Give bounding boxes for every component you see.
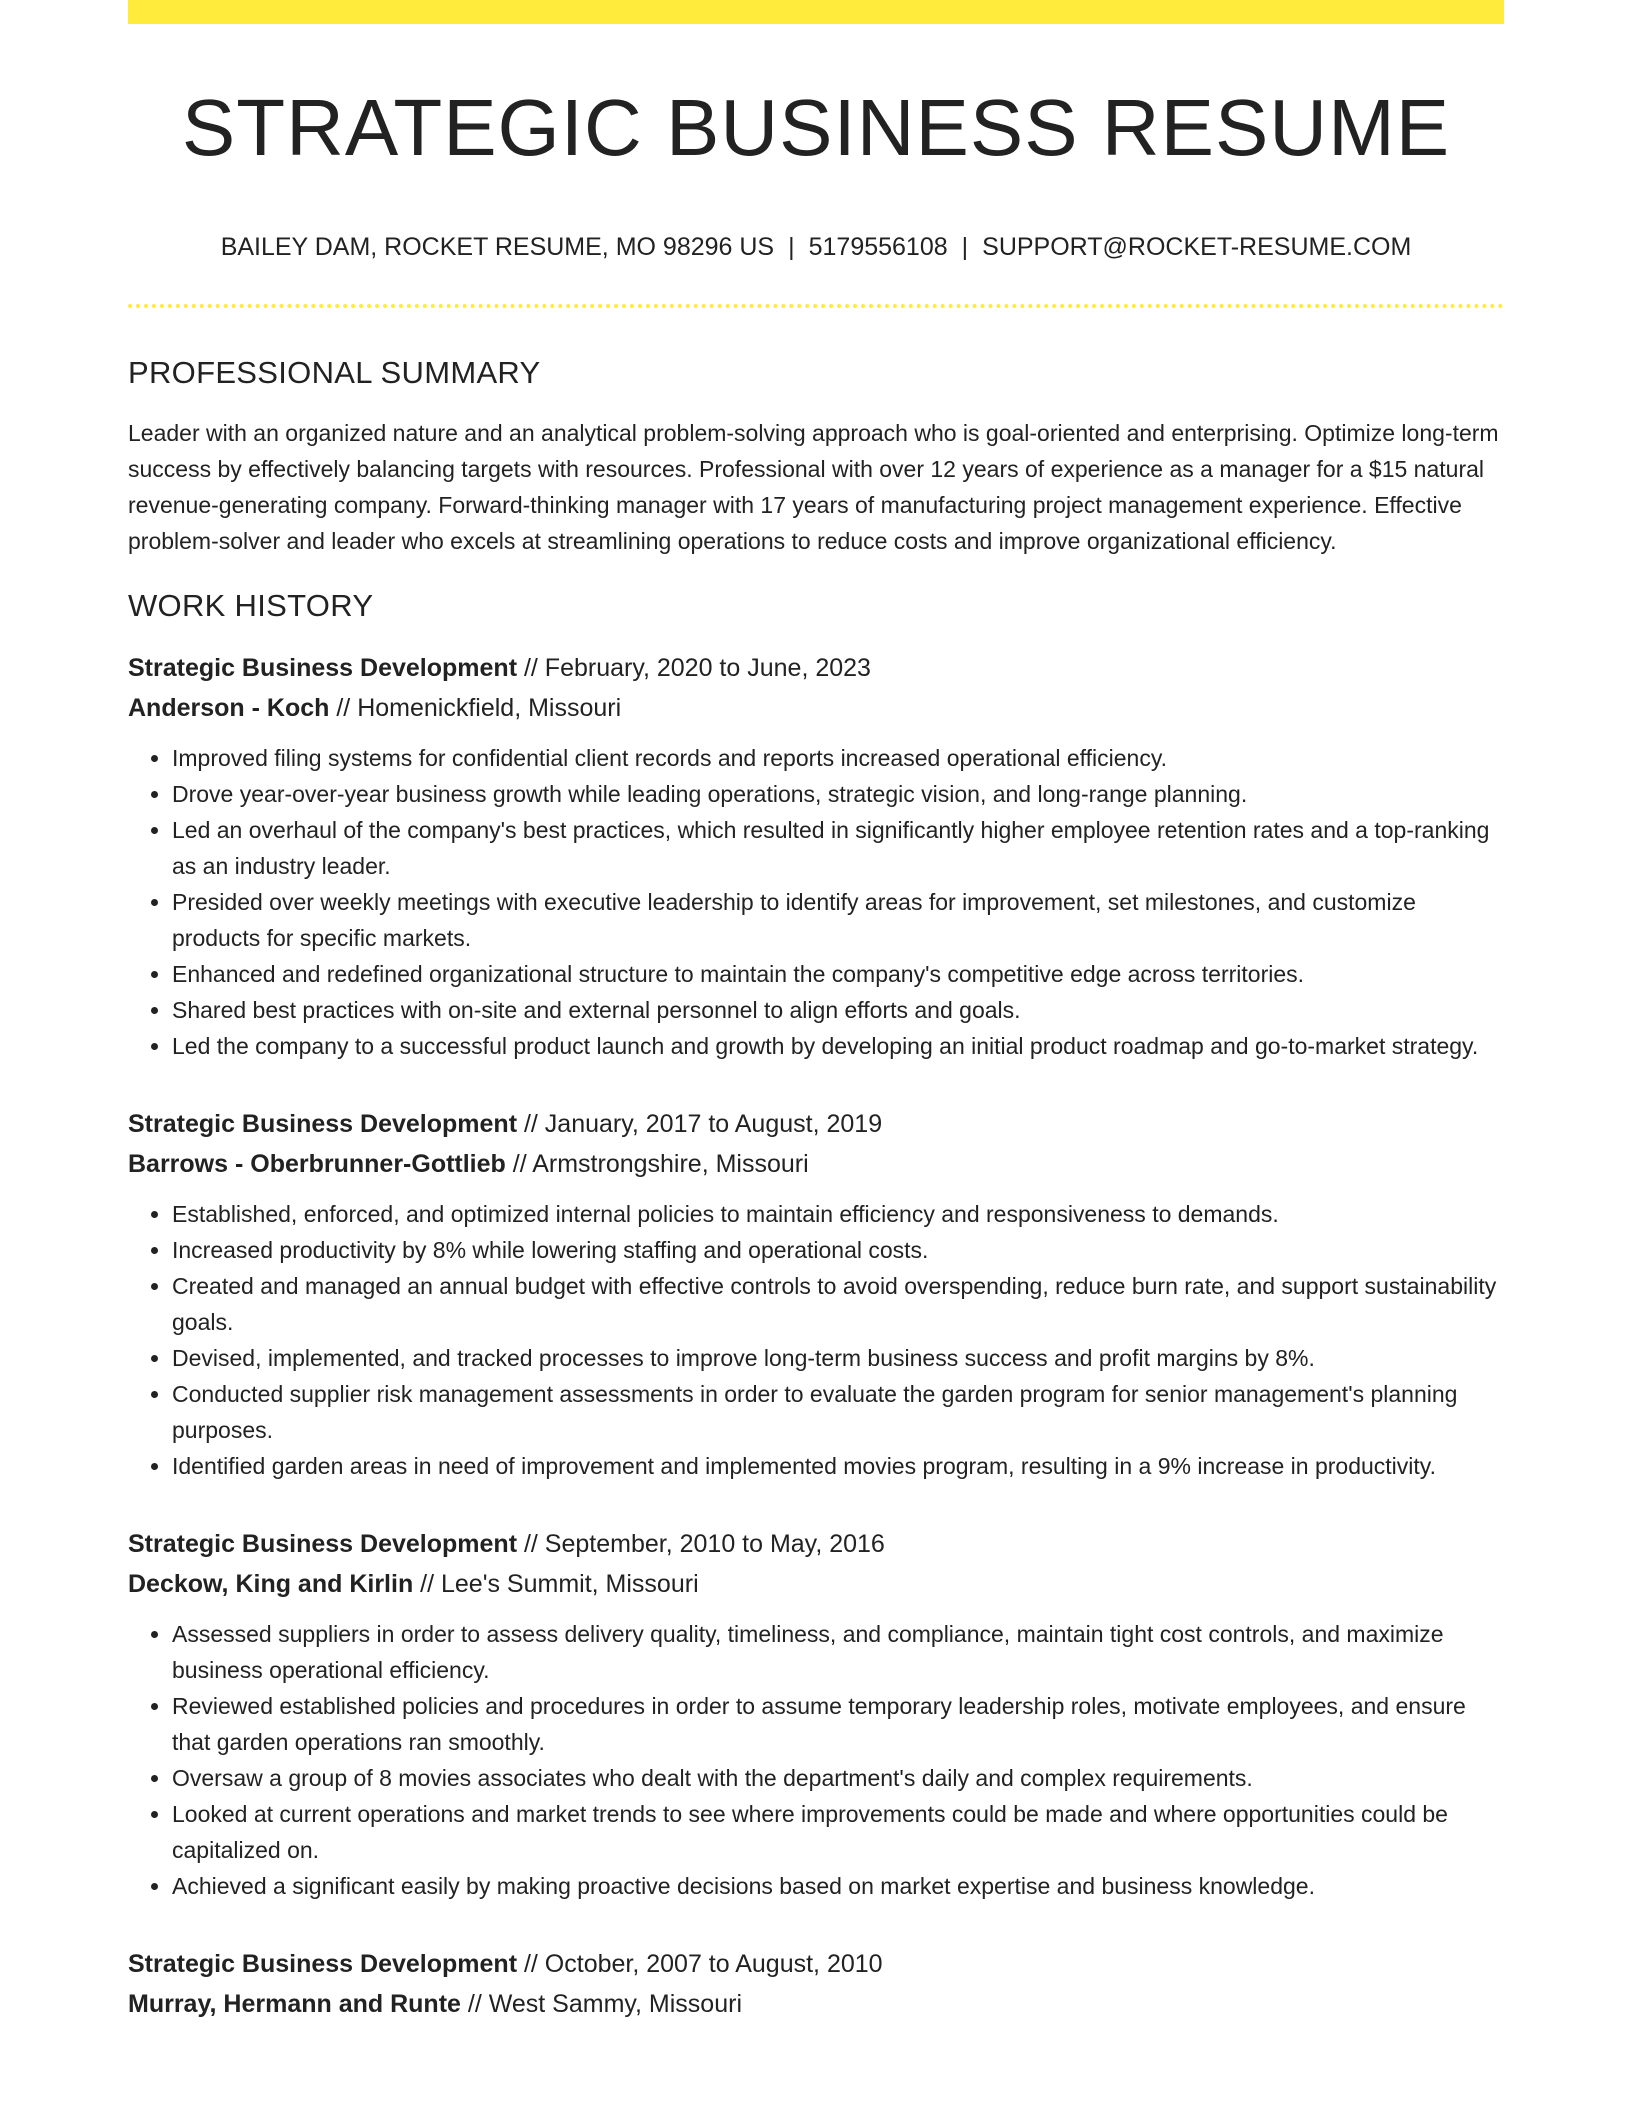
job-dates: // January, 2017 to August, 2019 — [517, 1110, 883, 1139]
job-bullet-item: • Led the company to a successful product launch and growth by developing an initial product roadmap and go-to-market strategy. — [172, 1028, 1504, 1064]
job-bullet-item: • Oversaw a group of 8 movies associates who dealt with the department's daily and complex requirements. — [172, 1760, 1504, 1796]
job-title: Strategic Business Development — [128, 1530, 518, 1559]
job-dates: // February, 2020 to June, 2023 — [517, 654, 871, 683]
job-company: Murray, Hermann and Runte — [128, 1990, 461, 2019]
work-history-list — [128, 648, 1504, 2024]
resume-page — [128, 0, 1504, 2024]
job-bullet-item: • Increased productivity by 8% while lowering staffing and operational costs. — [172, 1232, 1504, 1268]
job-company-line — [128, 1984, 1504, 2024]
job-company-line — [128, 1144, 1504, 1184]
job-company-line — [128, 1564, 1504, 1604]
job-bullet-item: • Reviewed established policies and procedures in order to assume temporary leadership roles, motivate employees, and ensure that garden operations ran smoothly. — [172, 1688, 1504, 1760]
job-bullets — [128, 1196, 1504, 1484]
job-bullet-item: • Drove year-over-year business growth while leading operations, strategic vision, and long-range planning. — [172, 776, 1504, 812]
job-bullet-item: • Enhanced and redefined organizational structure to maintain the company's competitive edge across territories. — [172, 956, 1504, 992]
job-location: // Armstrongshire, Missouri — [505, 1150, 809, 1179]
resume-title: STRATEGIC BUSINESS RESUME — [181, 83, 1451, 172]
contact-line — [128, 232, 1504, 262]
job-company: Barrows - Oberbrunner-Gottlieb — [128, 1150, 506, 1179]
summary-heading: PROFESSIONAL SUMMARY — [128, 355, 541, 390]
job-dates: // September, 2010 to May, 2016 — [517, 1530, 885, 1559]
job-bullet-item: • Conducted supplier risk management assessments in order to evaluate the garden program for senior management's planning purposes. — [172, 1376, 1504, 1448]
job-title: Strategic Business Development — [128, 654, 518, 683]
job-title: Strategic Business Development — [128, 1110, 518, 1139]
job-entry — [128, 1944, 1504, 2024]
job-location: // West Sammy, Missouri — [460, 1990, 742, 2019]
job-entry — [128, 1524, 1504, 1904]
job-bullet-item: • Identified garden areas in need of improvement and implemented movies program, resulting in a 9% increase in productivity. — [172, 1448, 1504, 1484]
contact-separator: | — [961, 233, 969, 261]
job-bullet-item: • Looked at current operations and market trends to see where improvements could be made and where opportunities could be capitalized on. — [172, 1796, 1504, 1868]
job-title: Strategic Business Development — [128, 1950, 518, 1979]
contact-address: BAILEY DAM, ROCKET RESUME, MO 98296 US — [220, 233, 775, 261]
job-bullets — [128, 1616, 1504, 1904]
job-bullet-item: • Presided over weekly meetings with executive leadership to identify areas for improvement, set milestones, and customize products for specific markets. — [172, 884, 1504, 956]
job-title-line — [128, 648, 1504, 688]
job-title-line — [128, 1524, 1504, 1564]
job-bullet-item: • Created and managed an annual budget with effective controls to avoid overspending, reduce burn rate, and support sustainability goals. — [172, 1268, 1504, 1340]
job-bullet-item: • Established, enforced, and optimized internal policies to maintain efficiency and responsiveness to demands. — [172, 1196, 1504, 1232]
job-bullet-item: • Achieved a significant easily by making proactive decisions based on market expertise and business knowledge. — [172, 1868, 1504, 1904]
job-location: // Homenickfield, Missouri — [329, 694, 622, 723]
job-bullet-item: • Devised, implemented, and tracked processes to improve long-term business success and profit margins by 8%. — [172, 1340, 1504, 1376]
job-title-line — [128, 1944, 1504, 1984]
job-company-line — [128, 688, 1504, 728]
contact-email: SUPPORT@ROCKET-RESUME.COM — [982, 233, 1412, 261]
job-title-line — [128, 1104, 1504, 1144]
job-company: Anderson - Koch — [128, 694, 330, 723]
job-location: // Lee's Summit, Missouri — [413, 1570, 699, 1599]
contact-phone: 5179556108 — [808, 233, 948, 261]
job-bullet-item: • Shared best practices with on-site and external personnel to align efforts and goals. — [172, 992, 1504, 1028]
accent-top-bar — [128, 0, 1504, 24]
job-bullets — [128, 740, 1504, 1064]
job-entry — [128, 648, 1504, 1064]
work-history-heading: WORK HISTORY — [128, 588, 374, 624]
job-bullet-item: • Assessed suppliers in order to assess delivery quality, timeliness, and compliance, maintain tight cost controls, and maximize business operational efficiency. — [172, 1616, 1504, 1688]
job-bullet-item: • Improved filing systems for confidential client records and reports increased operational efficiency. — [172, 740, 1504, 776]
summary-text: Leader with an organized nature and an analytical problem-solving approach who is goal-oriented and enterprising. Optimize long-term success by effectively balancing targets with resources. Professional with over 12 years of experience as a manager for a $15 natural revenue-generating company. Forward-thinking manager with 17 years of manufacturing project management experience. Effective problem-solver and leader who excels at streamlining operations to reduce costs and improve organizational efficiency. — [128, 420, 1499, 555]
job-entry — [128, 1104, 1504, 1484]
job-bullet-item: • Led an overhaul of the company's best practices, which resulted in significantly higher employee retention rates and a top-ranking as an industry leader. — [172, 812, 1504, 884]
job-company: Deckow, King and Kirlin — [128, 1570, 414, 1599]
dotted-divider — [128, 304, 1504, 308]
contact-separator: | — [788, 233, 795, 261]
job-dates: // October, 2007 to August, 2010 — [517, 1950, 883, 1979]
